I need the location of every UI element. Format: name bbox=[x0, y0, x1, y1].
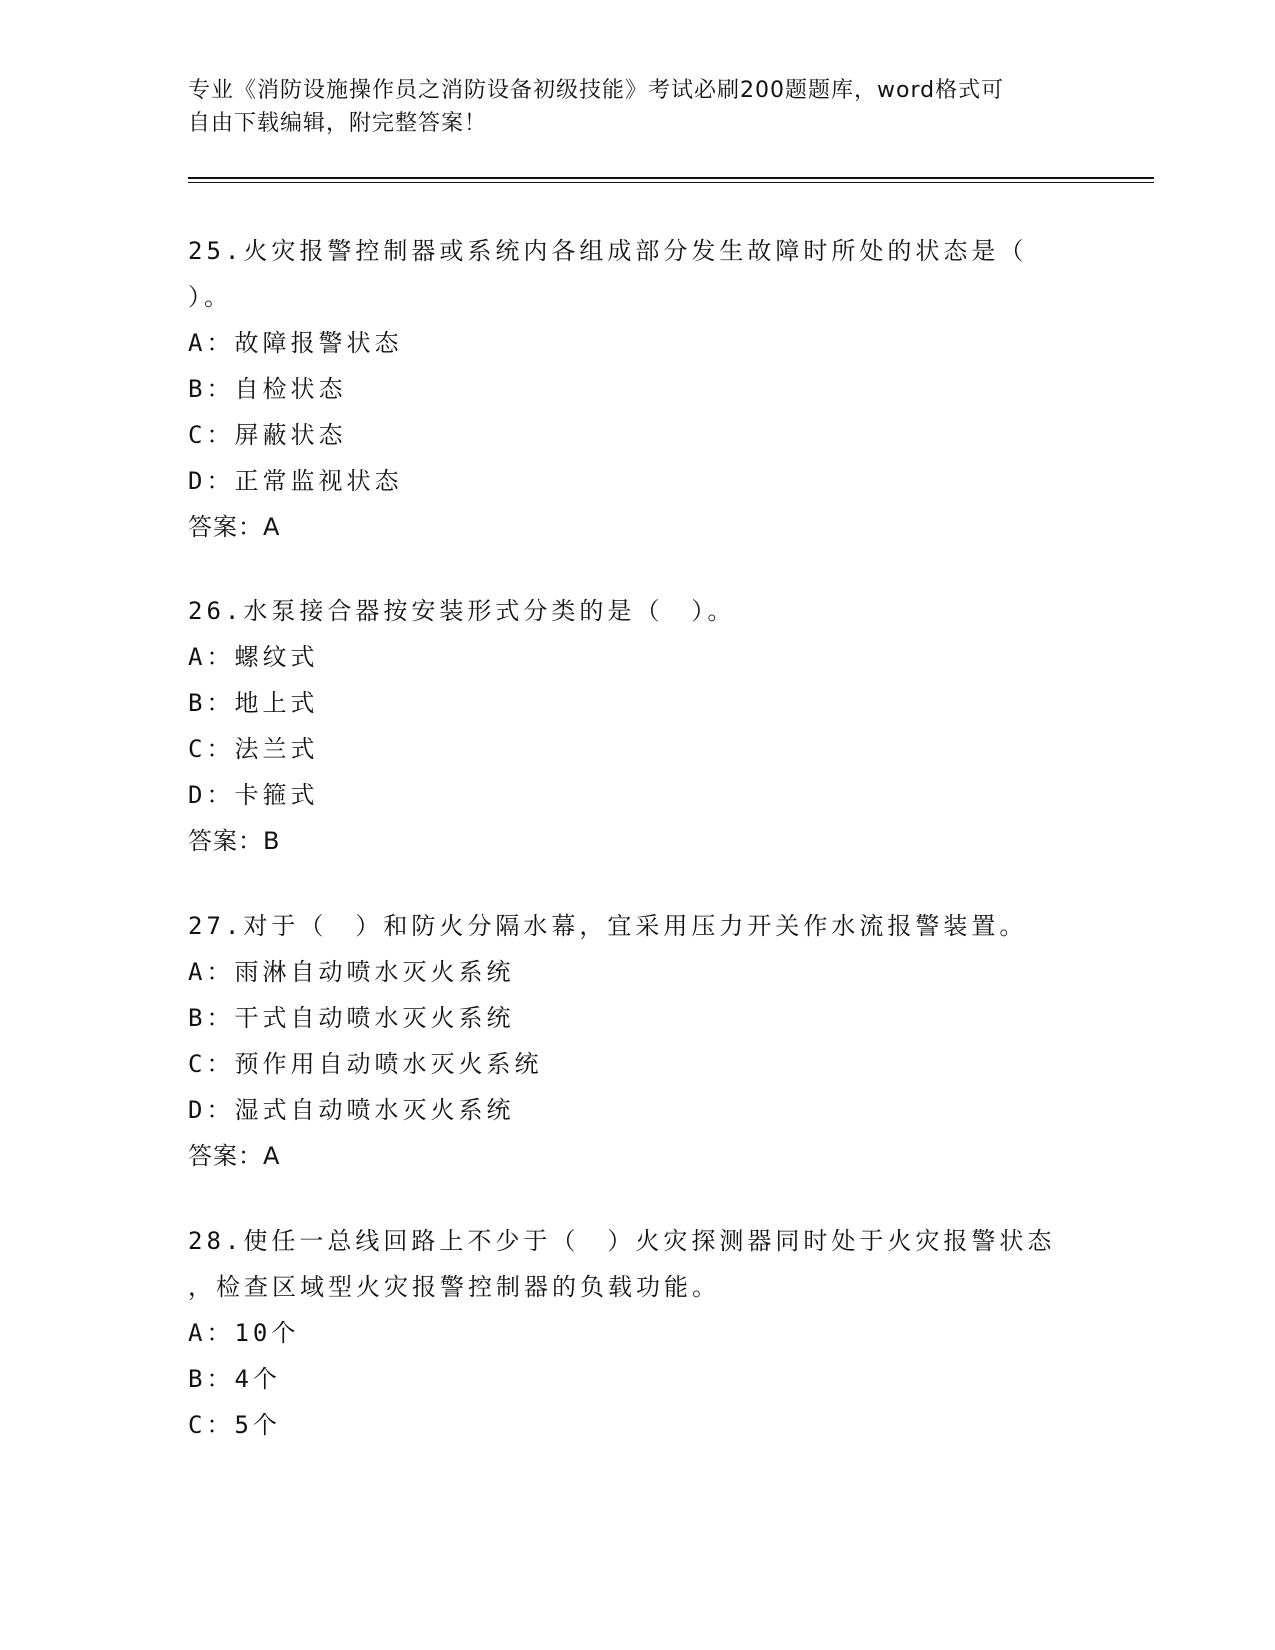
answer: 答案：B bbox=[188, 827, 281, 855]
question-26 bbox=[188, 588, 1088, 864]
question-text-continued: ，检查区域型火灾报警控制器的负载功能。 bbox=[188, 1273, 720, 1301]
option-b: B：4个 bbox=[188, 1365, 281, 1393]
option-a: A：故障报警状态 bbox=[188, 329, 403, 357]
option-c: C：5个 bbox=[188, 1411, 281, 1439]
option-d: D：湿式自动喷水灭火系统 bbox=[188, 1096, 515, 1124]
option-d: D：卡箍式 bbox=[188, 781, 319, 809]
answer: 答案：A bbox=[188, 513, 281, 541]
option-c: C：屏蔽状态 bbox=[188, 421, 347, 449]
option-c: C：预作用自动喷水灭火系统 bbox=[188, 1050, 543, 1078]
header-divider-thin bbox=[188, 182, 1154, 183]
header-line-2: 自由下载编辑，附完整答案！ bbox=[188, 111, 488, 136]
question-text: 27.对于（ ）和防火分隔水幕，宜采用压力开关作水流报警装置。 bbox=[188, 912, 1028, 940]
document-header bbox=[188, 74, 1088, 140]
header-line-1: 专业《消防设施操作员之消防设备初级技能》考试必刷200题题库，word格式可 bbox=[188, 78, 1005, 103]
option-a: A：螺纹式 bbox=[188, 643, 319, 671]
question-25 bbox=[188, 228, 1088, 550]
option-c: C：法兰式 bbox=[188, 735, 319, 763]
option-a: A：雨淋自动喷水灭火系统 bbox=[188, 958, 515, 986]
option-d: D：正常监视状态 bbox=[188, 467, 403, 495]
option-b: B：地上式 bbox=[188, 689, 319, 717]
option-b: B：干式自动喷水灭火系统 bbox=[188, 1004, 515, 1032]
question-text: 25.火灾报警控制器或系统内各组成部分发生故障时所处的状态是（ bbox=[188, 237, 1028, 265]
answer: 答案：A bbox=[188, 1142, 281, 1170]
question-text-continued: ）。 bbox=[188, 283, 232, 311]
header-divider-thick bbox=[188, 177, 1154, 179]
question-text: 26.水泵接合器按安装形式分类的是（ ）。 bbox=[188, 597, 736, 625]
option-b: B：自检状态 bbox=[188, 375, 347, 403]
question-text: 28.使任一总线回路上不少于（ ）火灾探测器同时处于火灾报警状态 bbox=[188, 1227, 1056, 1255]
option-a: A：10个 bbox=[188, 1319, 300, 1347]
question-28 bbox=[188, 1218, 1088, 1448]
question-27 bbox=[188, 903, 1088, 1179]
